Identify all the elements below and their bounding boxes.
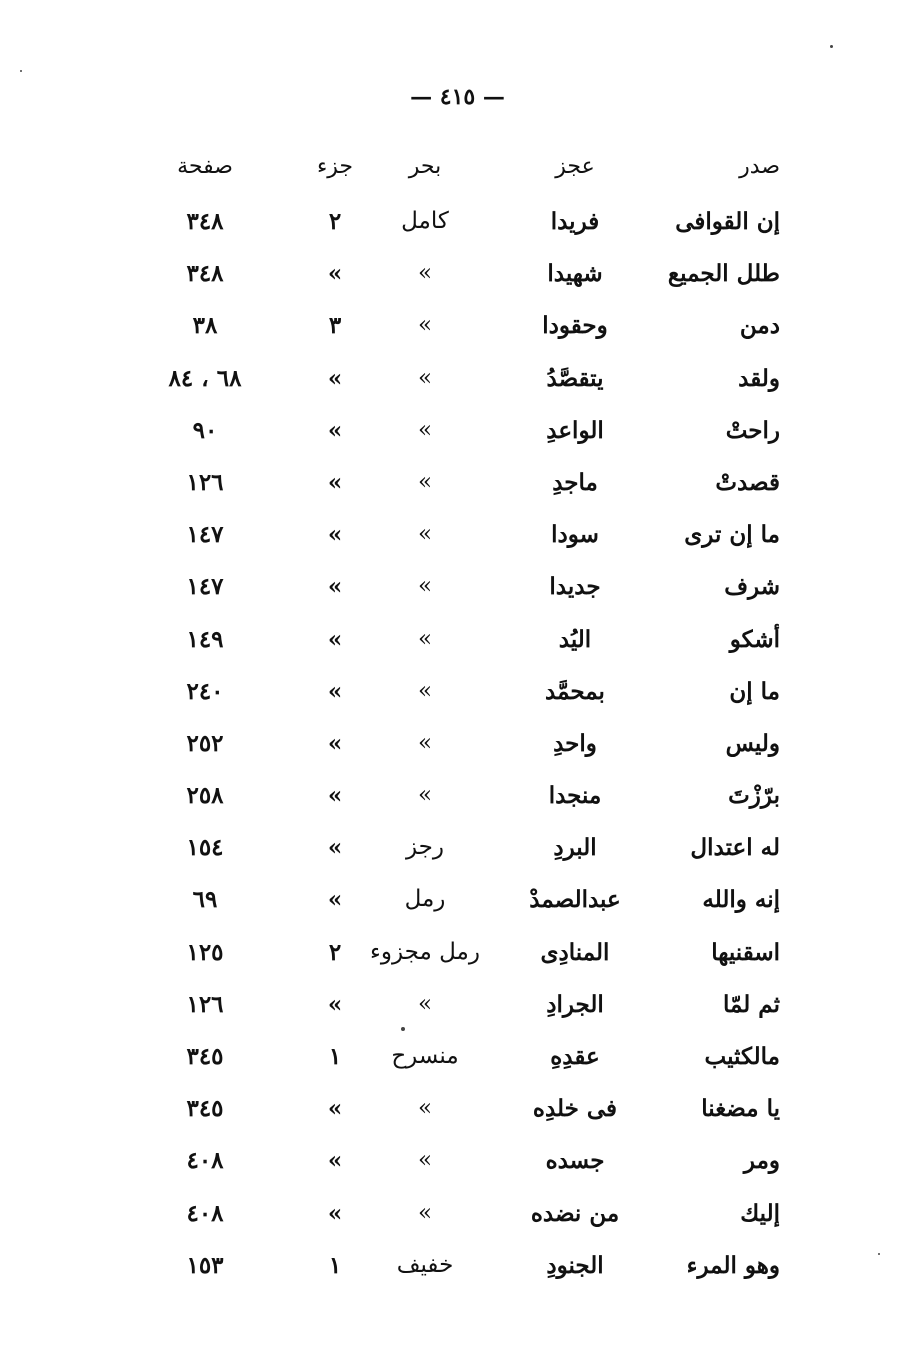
cell-sadr: شرف <box>724 573 780 601</box>
cell-juz: ١ <box>328 1251 342 1279</box>
cell-sadr: يا مضغنا <box>701 1095 780 1123</box>
cell-sadr: طلل الجميع <box>667 260 780 288</box>
cell-page: ٦٨ ، ٨٤ <box>168 364 242 392</box>
cell-page: ١٢٥ <box>186 938 224 966</box>
table-row <box>150 359 790 411</box>
cell-page: ٣٤٥ <box>186 1095 224 1123</box>
cell-bahr: كامل <box>401 208 449 234</box>
cell-page: ٢٤٠ <box>186 677 224 705</box>
cell-bahr: » <box>417 573 433 600</box>
cell-juz: » <box>327 625 343 653</box>
cell-page: ١٥٣ <box>186 1251 224 1279</box>
cell-sadr: اسقنيها <box>711 938 780 966</box>
cell-sadr: إليك <box>740 1199 780 1227</box>
cell-juz: ٣ <box>328 312 342 340</box>
cell-sadr: ما إن ترى <box>684 521 780 549</box>
cell-sadr: له اعتدال <box>690 834 780 862</box>
cell-sadr: وهو المرء <box>686 1251 780 1279</box>
cell-ajuz: عبدالصمدْ <box>529 886 621 914</box>
cell-page: ١٥٤ <box>186 834 224 862</box>
cell-bahr: رجز <box>405 834 444 861</box>
cell-bahr: » <box>417 312 433 339</box>
cell-ajuz: اليُد <box>558 625 592 653</box>
cell-bahr: » <box>417 990 433 1017</box>
table-row <box>150 1089 790 1141</box>
cell-page: ٣٤٨ <box>186 260 224 288</box>
cell-juz: » <box>327 886 343 914</box>
cell-ajuz: فى خلدِه <box>532 1095 618 1123</box>
table-header-row <box>150 148 790 202</box>
cell-juz: ٢ <box>328 938 342 966</box>
cell-juz: » <box>327 1147 343 1175</box>
cell-ajuz: الواعدِ <box>546 416 604 444</box>
table-row <box>150 254 790 306</box>
table-row <box>150 306 790 358</box>
table-row <box>150 620 790 672</box>
cell-bahr: » <box>417 416 433 443</box>
cell-page: ١٢٦ <box>186 468 224 496</box>
table-row <box>150 1037 790 1089</box>
cell-ajuz: منجدا <box>548 782 602 810</box>
cell-juz: » <box>327 990 343 1018</box>
cell-bahr: » <box>417 1095 433 1122</box>
cell-ajuz: ماجدِ <box>552 468 598 496</box>
header-juz: جزء <box>316 154 354 179</box>
cell-sadr: ما إن <box>729 677 780 705</box>
ink-speck <box>20 70 22 72</box>
cell-bahr: » <box>417 521 433 548</box>
cell-juz: » <box>327 416 343 444</box>
cell-bahr: رمل <box>404 886 446 913</box>
cell-sadr: وليس <box>725 729 780 757</box>
cell-page: ٩٠ <box>192 416 218 444</box>
cell-ajuz: واحدِ <box>553 729 597 757</box>
cell-juz: » <box>327 468 343 496</box>
cell-ajuz: عقدِهِ <box>550 1043 600 1070</box>
cell-sadr: راحتْ <box>725 416 780 444</box>
table-row <box>150 202 790 254</box>
cell-bahr: » <box>417 729 433 756</box>
cell-bahr: » <box>417 782 433 809</box>
cell-page: ٤٠٨ <box>186 1199 224 1227</box>
cell-juz: » <box>327 729 343 757</box>
cell-sadr: برّزْتَ <box>728 782 780 810</box>
cell-ajuz: بمحمَّد <box>545 677 605 705</box>
cell-page: ٣٤٨ <box>186 208 224 235</box>
cell-sadr: ثم لمّا <box>722 990 780 1018</box>
cell-juz: » <box>327 573 343 601</box>
table-body <box>150 202 790 1298</box>
cell-juz: » <box>327 834 343 862</box>
cell-page: ٣٨ <box>192 312 218 340</box>
cell-bahr: » <box>417 1199 433 1226</box>
cell-page: ١٢٦ <box>186 990 224 1018</box>
cell-sadr: إن القوافى <box>675 208 780 235</box>
table-row <box>150 515 790 567</box>
cell-ajuz: الجنودِ <box>546 1251 604 1279</box>
cell-juz: » <box>327 364 343 392</box>
cell-page: ٢٥٢ <box>186 729 224 757</box>
cell-page: ١٤٧ <box>186 573 224 601</box>
cell-sadr: ومر <box>743 1147 780 1175</box>
header-page: صفحة <box>177 154 233 179</box>
cell-bahr: منسرح <box>391 1043 459 1069</box>
cell-ajuz: فريدا <box>550 208 600 235</box>
ink-speck <box>401 1027 405 1031</box>
cell-ajuz: من نضده <box>530 1199 620 1227</box>
cell-juz: » <box>327 1095 343 1123</box>
table-row <box>150 776 790 828</box>
table-row <box>150 567 790 619</box>
cell-juz: » <box>327 1199 343 1227</box>
cell-bahr: خفيف <box>396 1251 454 1278</box>
cell-bahr: » <box>417 1147 433 1174</box>
cell-juz: ١ <box>328 1043 342 1070</box>
table-row <box>150 411 790 463</box>
cell-ajuz: البردِ <box>553 834 597 862</box>
cell-page: ١٤٧ <box>186 521 224 549</box>
table-row <box>150 724 790 776</box>
cell-bahr: » <box>417 625 433 652</box>
cell-page: ٣٤٥ <box>186 1043 224 1070</box>
cell-ajuz: يتقصَّدُ <box>546 364 604 392</box>
cell-sadr: قصدتْ <box>715 468 780 496</box>
cell-bahr: » <box>417 677 433 704</box>
cell-ajuz: شهيدا <box>547 260 603 288</box>
table-row <box>150 828 790 880</box>
table-row <box>150 880 790 932</box>
cell-sadr: ولقد <box>738 364 780 392</box>
table-row <box>150 985 790 1037</box>
cell-sadr: أشكو <box>729 625 780 653</box>
cell-bahr: » <box>417 260 433 287</box>
cell-ajuz: وحقودا <box>542 312 608 340</box>
table-row <box>150 933 790 985</box>
ink-speck <box>830 45 833 48</box>
cell-sadr: مالكثيب <box>704 1043 780 1070</box>
table-row <box>150 463 790 515</box>
page-number: — ٤١٥ — <box>410 84 505 110</box>
cell-sadr: إنه والله <box>702 886 780 914</box>
cell-ajuz: الجرادِ <box>546 990 604 1018</box>
cell-bahr: » <box>417 468 433 495</box>
cell-ajuz: المنادِى <box>540 938 610 966</box>
table-row <box>150 672 790 724</box>
table-row <box>150 1194 790 1246</box>
cell-juz: » <box>327 521 343 549</box>
header-ajuz: عجز <box>555 154 595 179</box>
header-sadr: صدر <box>739 154 780 179</box>
cell-juz: » <box>327 677 343 705</box>
cell-page: ٦٩ <box>192 886 218 914</box>
ink-speck <box>878 1253 880 1255</box>
cell-page: ٢٥٨ <box>186 782 224 810</box>
header-bahr: بحر <box>408 154 442 179</box>
cell-juz: » <box>327 782 343 810</box>
table-row <box>150 1246 790 1298</box>
cell-bahr: رمل مجزوء <box>370 938 480 965</box>
cell-juz: ٢ <box>328 208 342 235</box>
cell-sadr: دمن <box>739 312 780 340</box>
table-row <box>150 1141 790 1193</box>
cell-page: ٤٠٨ <box>186 1147 224 1175</box>
cell-ajuz: جسده <box>545 1147 605 1175</box>
cell-bahr: » <box>417 364 433 391</box>
cell-ajuz: سودا <box>551 521 599 549</box>
verse-index-table <box>150 148 790 1298</box>
cell-juz: » <box>327 260 343 288</box>
cell-ajuz: جديدا <box>549 573 601 601</box>
cell-page: ١٤٩ <box>186 625 224 653</box>
